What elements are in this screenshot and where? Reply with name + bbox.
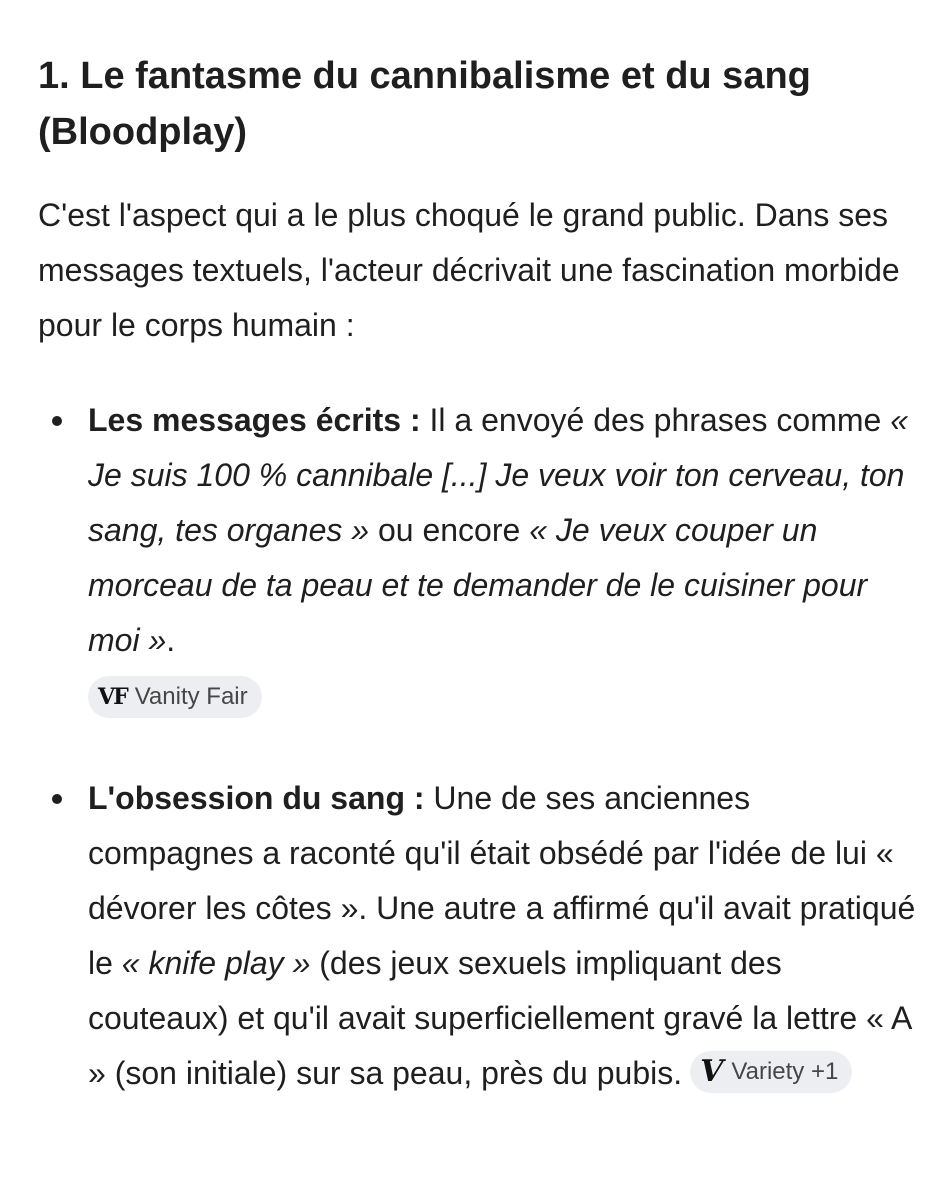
list-item [38, 771, 918, 1101]
item-text: . [166, 622, 176, 658]
bullet-icon [52, 794, 62, 804]
source-chip-variety[interactable] [690, 1051, 852, 1093]
answer-content [38, 48, 918, 1141]
item-title: Les messages écrits : [88, 402, 421, 438]
item-text: Une de ses anciennes compagnes a raconté qu'il était obsédé par l'idée de lui « dévorer les côtes ». Une autre a affirmé qu'il avait pratiqué le [88, 780, 916, 981]
item-text: Il a envoyé des phrases comme [420, 402, 891, 438]
source-chip-vanity-fair[interactable] [88, 676, 262, 718]
source-chip-label: Variety +1 [731, 1057, 839, 1085]
source-chip-label: Vanity Fair [134, 683, 248, 710]
vanity-fair-logo-icon: VF [98, 684, 127, 710]
bullet-icon [52, 416, 62, 426]
source-chip-row [88, 676, 918, 731]
intro-paragraph: C'est l'aspect qui a le plus choqué le grand public. Dans ses messages textuels, l'acteur décrivait une fascination morbide pour le corps humain : [38, 197, 900, 343]
item-text: (des jeux sexuels impliquant des couteaux) et qu'il avait superficiellement gravé la lettre « A » (son initiale) sur sa peau, près du pubis. [88, 945, 911, 1091]
list-item [38, 393, 918, 731]
item-quote: « knife play » [121, 945, 311, 981]
bullet-list [38, 393, 918, 1101]
variety-logo-icon: V [700, 1053, 724, 1089]
section-heading: 1. Le fantasme du cannibalisme et du sang (Bloodplay) [38, 55, 811, 153]
item-text: ou encore [369, 512, 530, 548]
item-quote: « Je veux couper un morceau de ta peau et te demander de le cuisiner pour moi » [88, 512, 868, 658]
item-quote: « Je suis 100 % cannibale [...] Je veux voir ton cerveau, ton sang, tes organes » [88, 402, 908, 548]
item-title: L'obsession du sang : [88, 780, 425, 816]
